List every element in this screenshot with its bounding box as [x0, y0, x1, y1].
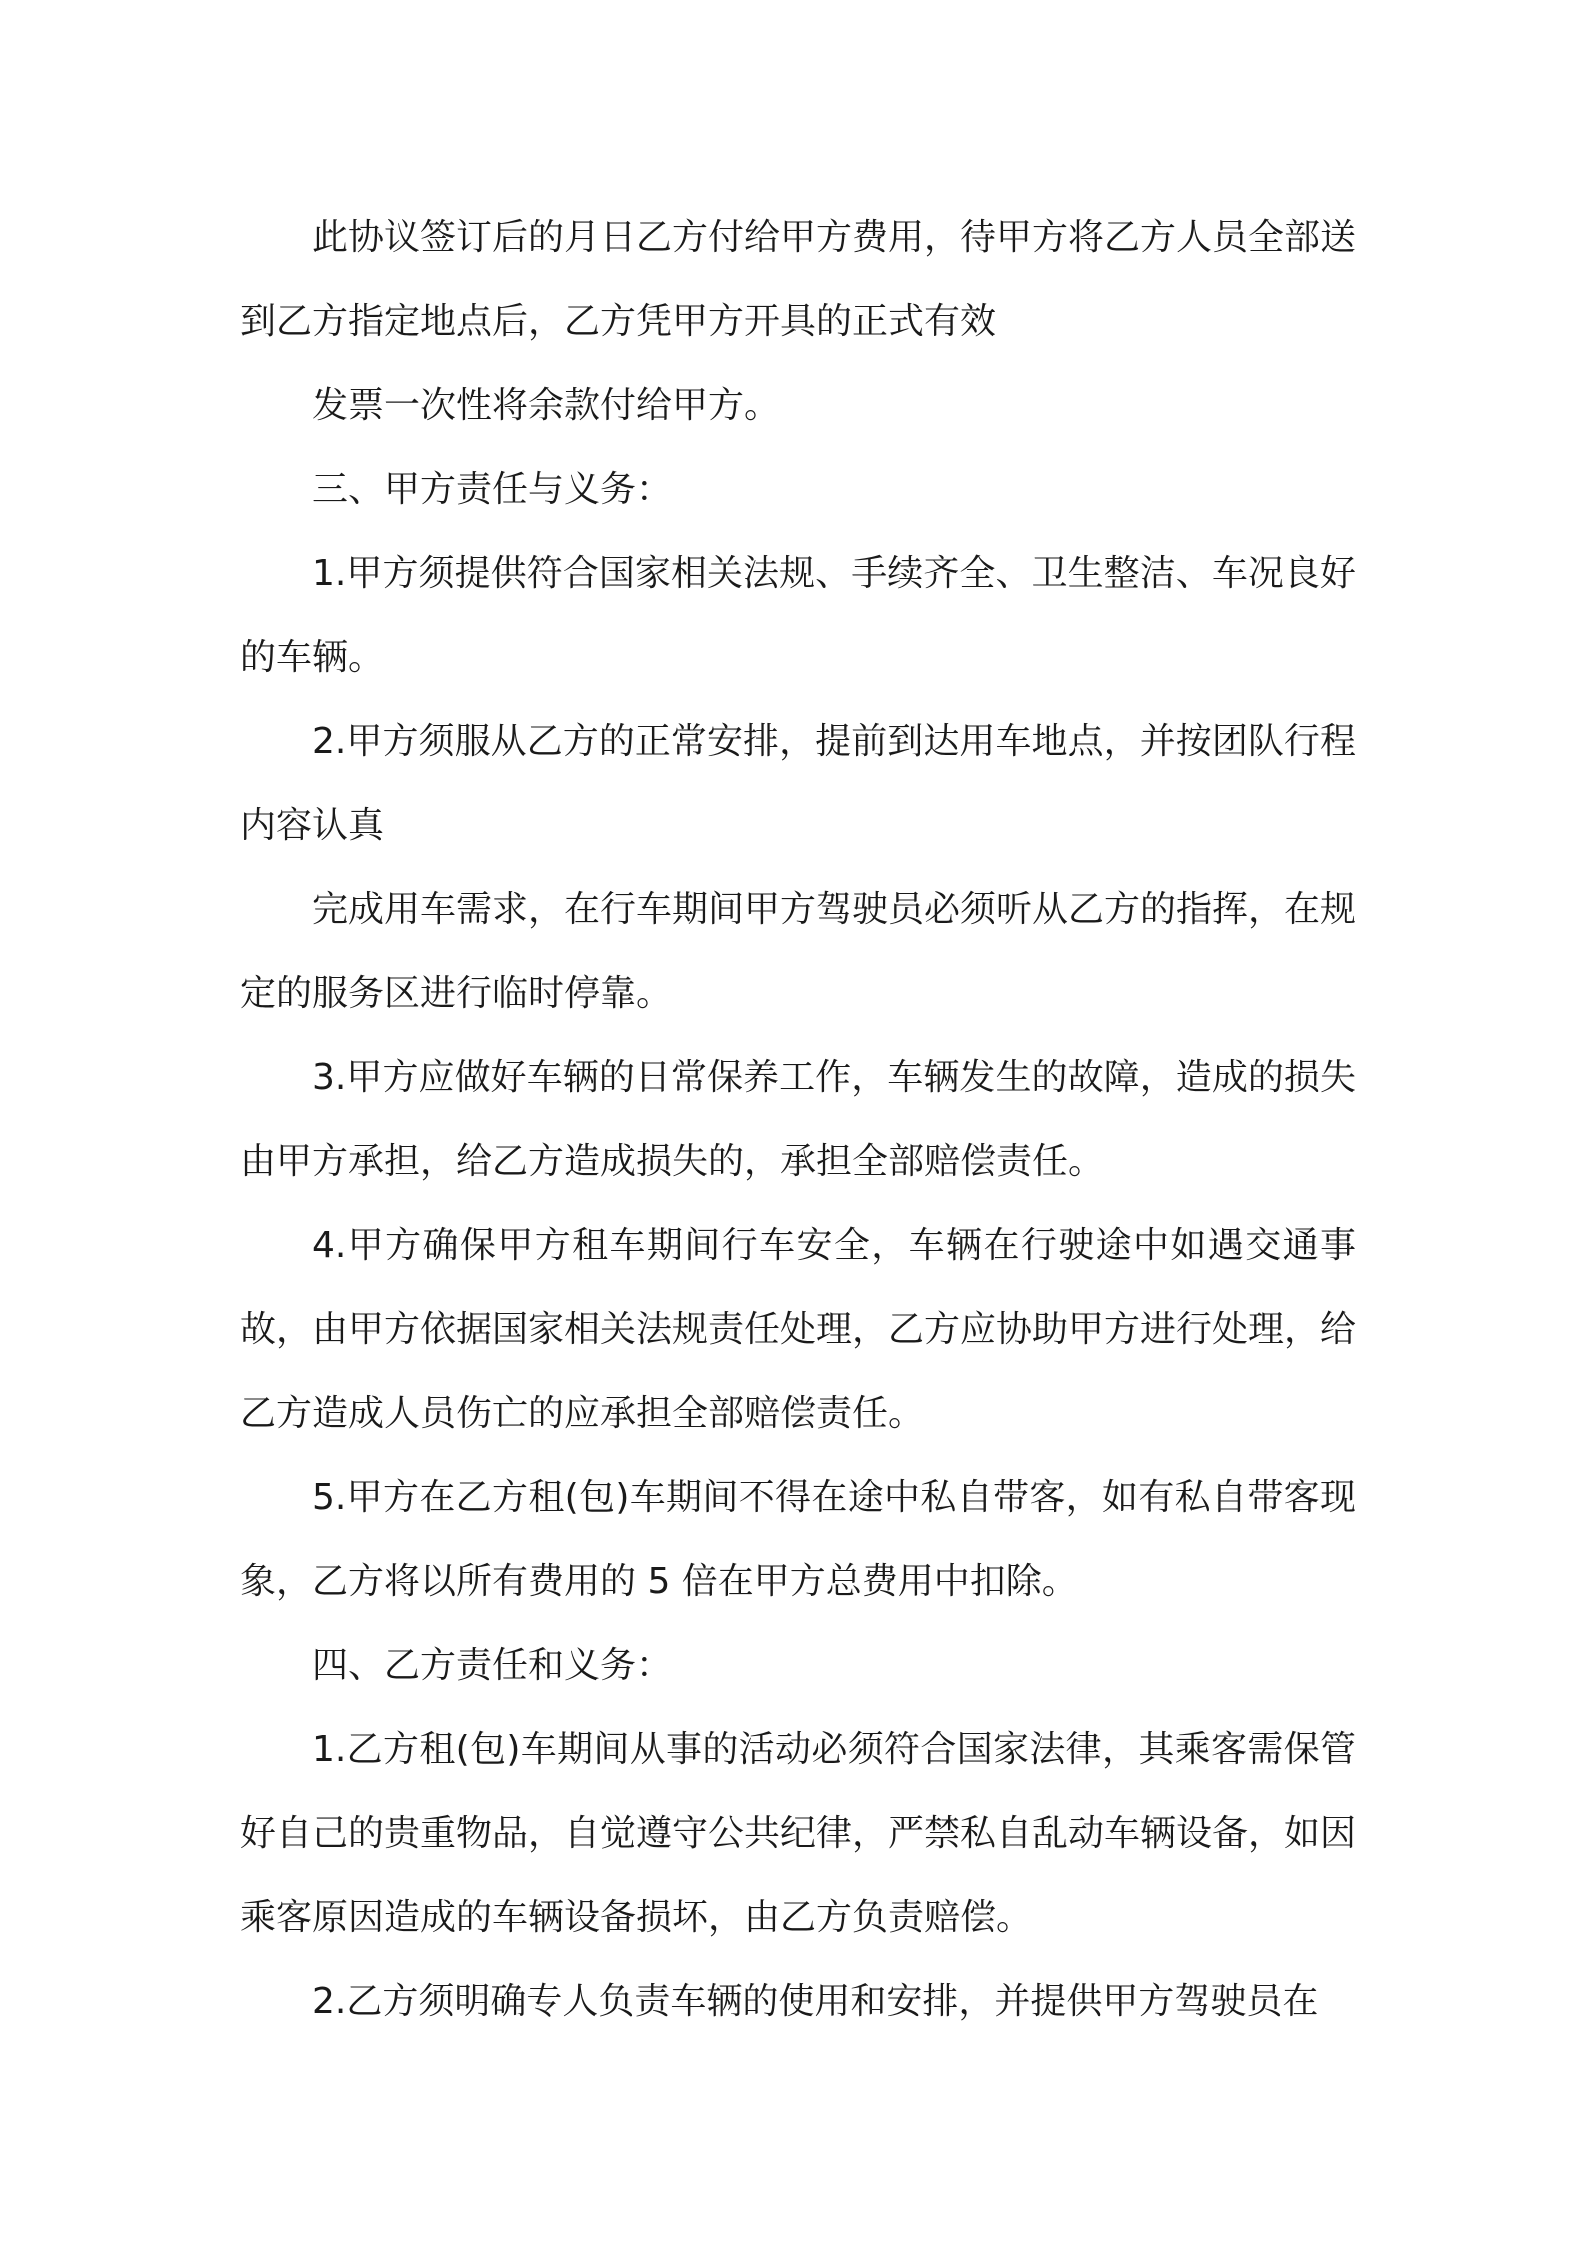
section-heading-party-b-duties: 四、乙方责任和义务：	[312, 1645, 673, 1686]
clause-a-2-continued: 完成用车需求，在行车期间甲方驾驶员必须听从乙方的指挥，在规定的服务区进行临时停靠。	[240, 889, 1357, 1014]
clause-a-1: 1.甲方须提供符合国家相关法规、手续齐全、卫生整洁、车况良好的车辆。	[240, 553, 1356, 678]
clause-a-3: 3.甲方应做好车辆的日常保养工作，车辆发生的故障，造成的损失由甲方承担，给乙方造成损失的，承担全部赔偿责任。	[240, 1057, 1356, 1182]
clause-a-5: 5.甲方在乙方租(包)车期间不得在途中私自带客，如有私自带客现象，乙方将以所有费用的 5 倍在甲方总费用中扣除。	[240, 1477, 1356, 1602]
clause-b-2: 2.乙方须明确专人负责车辆的使用和安排，并提供甲方驾驶员在	[312, 1981, 1319, 2022]
section-heading-party-a-duties: 三、甲方责任与义务：	[312, 469, 673, 510]
clause-b-1: 1.乙方租(包)车期间从事的活动必须符合国家法律，其乘客需保管好自己的贵重物品，自觉遵守公共纪律，严禁私自乱动车辆设备，如因乘客原因造成的车辆设备损坏，由乙方负责赔偿。	[240, 1729, 1357, 1938]
paragraph-payment-terms: 此协议签订后的月日乙方付给甲方费用，待甲方将乙方人员全部送到乙方指定地点后，乙方凭甲方开具的正式有效	[240, 217, 1357, 342]
paragraph-invoice-balance: 发票一次性将余款付给甲方。	[312, 385, 781, 426]
clause-a-4: 4.甲方确保甲方租车期间行车安全，车辆在行驶途中如遇交通事故，由甲方依据国家相关法规责任处理，乙方应协助甲方进行处理，给乙方造成人员伤亡的应承担全部赔偿责任。	[240, 1225, 1357, 1434]
clause-a-2: 2.甲方须服从乙方的正常安排，提前到达用车地点，并按团队行程内容认真	[240, 721, 1356, 846]
document-body	[240, 196, 1356, 2044]
